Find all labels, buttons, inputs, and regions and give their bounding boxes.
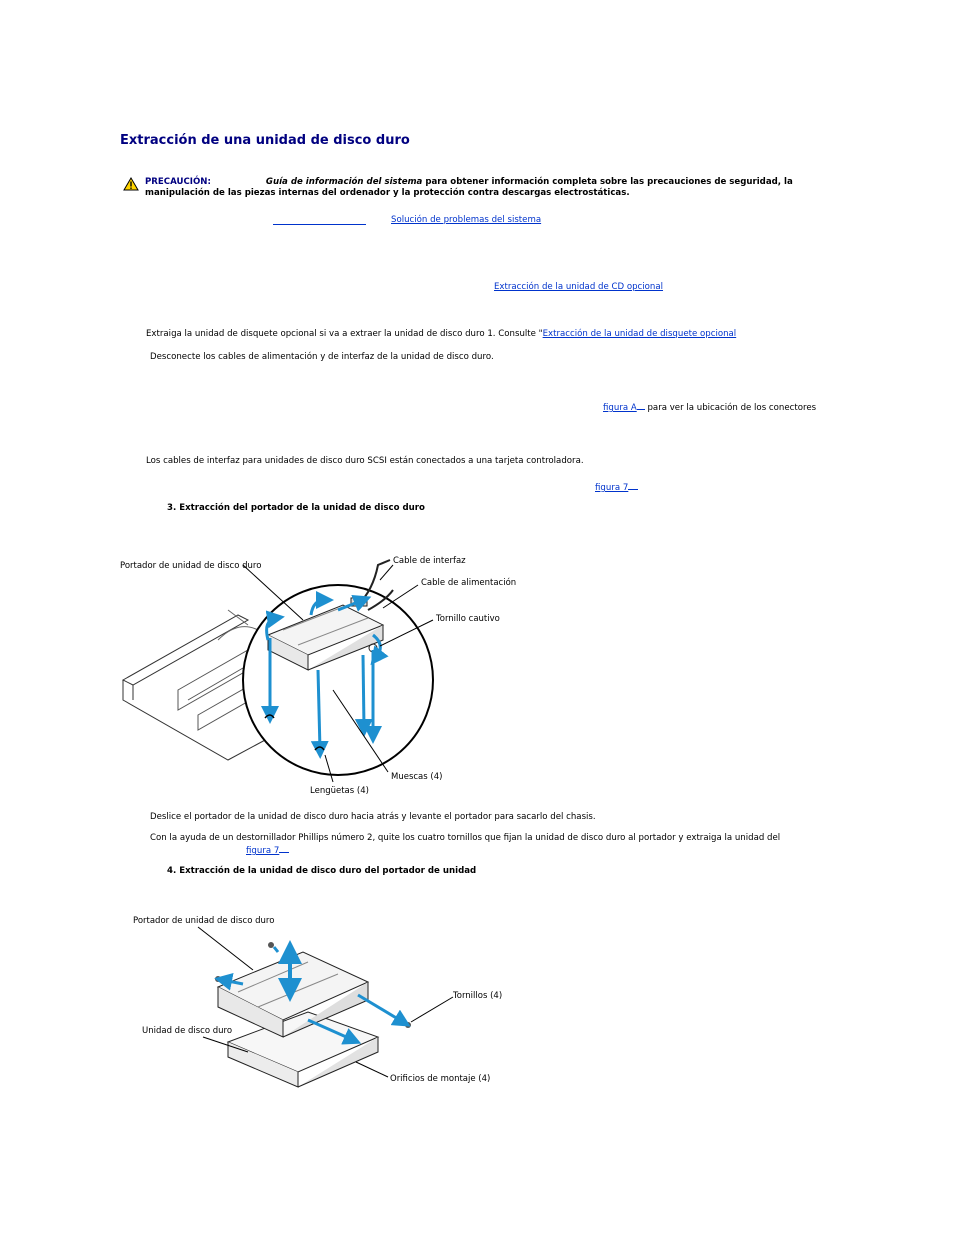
page-title: Extracción de una unidad de disco duro	[120, 133, 410, 148]
figure-7-link-1[interactable]: figura 7	[595, 483, 629, 493]
figure-4-caption: 4. Extracción de la unidad de disco duro del portador de unidad	[167, 866, 477, 876]
caution-label: PRECAUCIÓN:	[145, 177, 211, 187]
warning-icon	[123, 177, 139, 191]
connectors-text: para ver la ubicación de los conectores	[647, 403, 817, 413]
figure-7-link-2[interactable]: figura 7	[246, 846, 280, 856]
label-carrier-2: Portador de unidad de disco duro	[133, 916, 275, 926]
slide-paragraph: Deslice el portador de la unidad de disco duro hacia atrás y levante el portador para sacarlo del chasis.	[150, 812, 596, 822]
label-captive-screw: Tornillo cautivo	[436, 614, 500, 624]
caution-text: para obtener información completa sobre las precauciones de seguridad, la manipulación de las piezas internas del ordenador y la protección contra descargas electrostáticas.	[145, 177, 793, 198]
figure-3-caption: 3. Extracción del portador de la unidad de disco duro	[167, 503, 425, 513]
label-mounting-holes: Orificios de montaje (4)	[390, 1074, 491, 1084]
guide-title: Guía de información del sistema	[265, 177, 423, 187]
figure-4-illustration	[128, 912, 508, 1092]
scsi-paragraph: Los cables de interfaz para unidades de disco duro SCSI están conectados a una tarjeta controladora.	[146, 456, 584, 466]
figure-3-illustration	[118, 550, 518, 800]
label-drive: Unidad de disco duro	[142, 1026, 233, 1036]
troubleshoot-link[interactable]: Solución de problemas del sistema	[391, 215, 542, 225]
disconnect-paragraph: Desconecte los cables de alimentación y de interfaz de la unidad de disco duro.	[150, 352, 494, 362]
diskette-text: Extraiga la unidad de disquete opcional si va a extraer la unidad de disco duro 1. Consulte "	[146, 329, 543, 339]
label-tabs: Lengüetas (4)	[310, 786, 369, 796]
label-interface-cable: Cable de interfaz	[393, 556, 466, 566]
cd-removal-link[interactable]: Extracción de la unidad de CD opcional	[494, 282, 664, 292]
label-notches: Muescas (4)	[391, 772, 443, 782]
connectors-paragraph	[603, 400, 816, 413]
figure-a-link[interactable]: figura A	[603, 403, 637, 413]
label-screws: Tornillos (4)	[453, 991, 503, 1001]
screws-paragraph: Con la ayuda de un destornillador Phillips número 2, quite los cuatro tornillos que fijan la unidad de disco duro al portador y extraiga la unidad del	[150, 833, 781, 843]
label-power-cable: Cable de alimentación	[421, 578, 517, 588]
label-carrier: Portador de unidad de disco duro	[120, 561, 262, 571]
diskette-paragraph	[146, 329, 736, 339]
figure-7-ref-2	[246, 843, 289, 856]
figure-7-ref-1	[595, 480, 638, 493]
diskette-removal-link[interactable]: Extracción de la unidad de disquete opcional	[542, 329, 737, 339]
blank-link[interactable]	[273, 214, 366, 225]
